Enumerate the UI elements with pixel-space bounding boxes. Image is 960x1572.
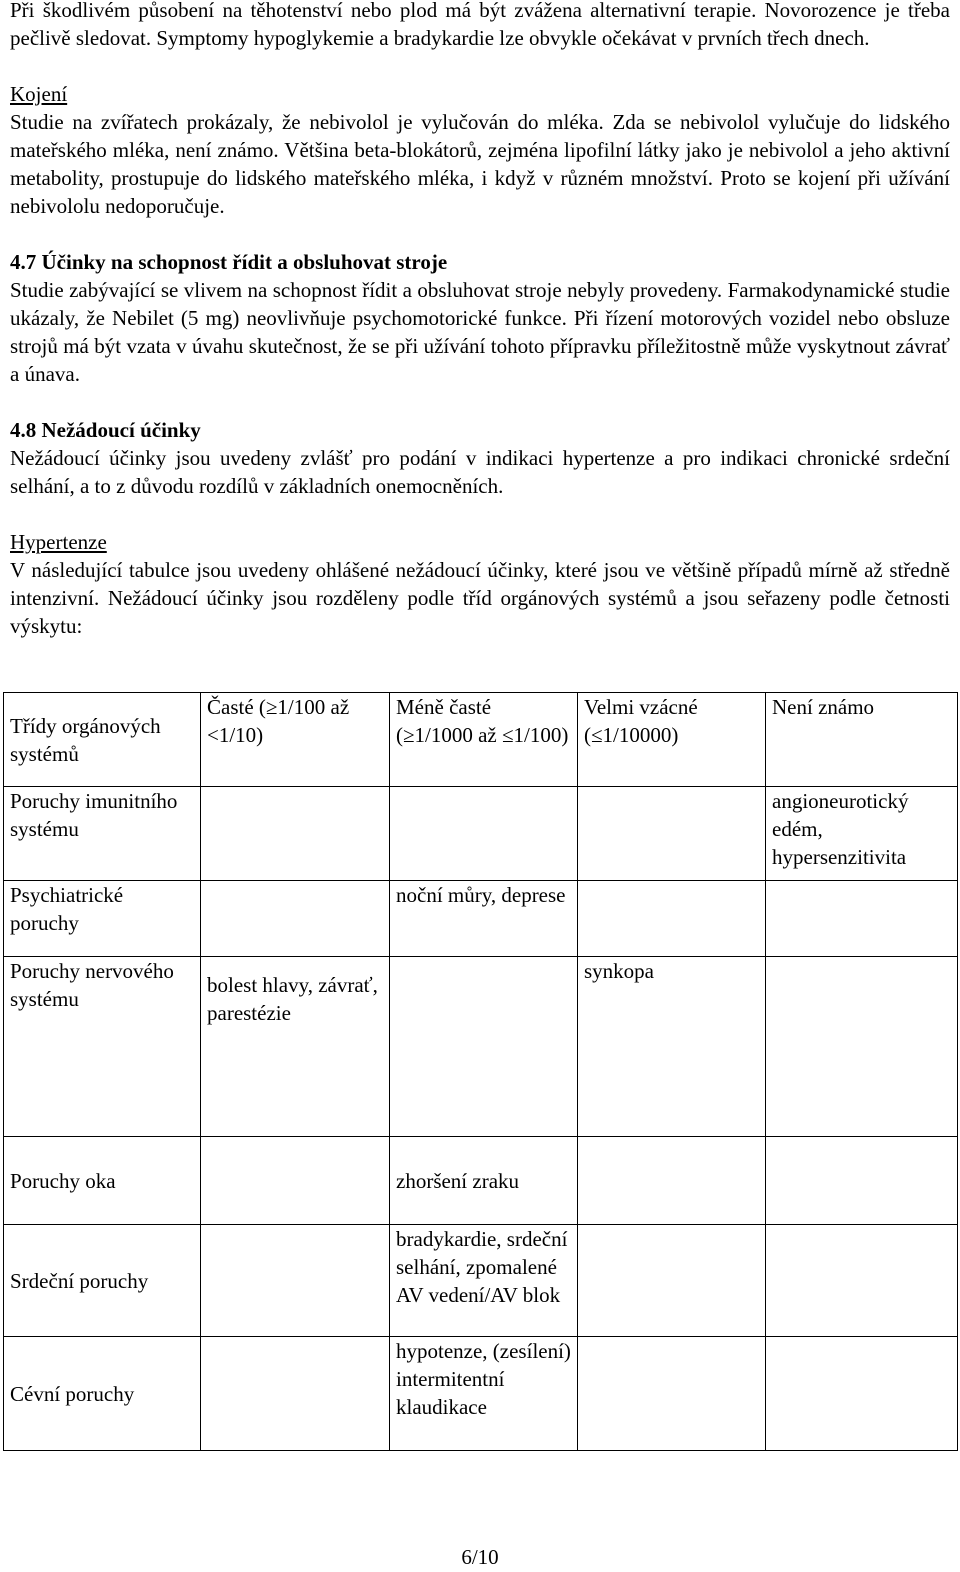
table-cell [201, 881, 390, 957]
table-cell [766, 1225, 958, 1337]
table-row [4, 1337, 958, 1451]
table-row [4, 957, 958, 1137]
table-cell: bradykardie, srdeční selhání, zpomalené AV vedení/AV blok [390, 1225, 578, 1337]
table-cell [201, 1337, 390, 1451]
table-cell [766, 957, 958, 1137]
table-cell: zhoršení zraku [390, 1137, 578, 1225]
table-cell [390, 787, 578, 881]
table-cell [201, 787, 390, 881]
section-4-7-number: 4.7 [10, 250, 37, 274]
section-4-7-paragraph: Studie zabývající se vlivem na schopnost řídit a obsluhovat stroje nebyly provedeny. Farmakodynamické studie ukázaly, že Nebilet (5 mg) neovlivňuje psychomotorické funkce. Při řízení motorových vozidel nebo obsluze strojů má být vzata v úvahu skutečnost, že se při užívání tohoto přípravku příležitostně může vyskytnout závrať a únava. [10, 278, 950, 386]
table-cell: Srdeční poruchy [4, 1225, 201, 1337]
table-cell [578, 1225, 766, 1337]
table-cell [201, 1225, 390, 1337]
table-cell: Psychiatrické poruchy [4, 881, 201, 957]
kojeni-paragraph: Studie na zvířatech prokázaly, že nebivolol je vylučován do mléka. Zda se nebivolol vylučuje do lidského mateřského mléka, není známo. Většina beta-blokátorů, zejména lipofilní látky jako je nebivolol a jeho aktivní metabolity, prostupuje do lidského mateřského mléka, i když v různém množství. Proto se kojení při užívání nebivololu nedoporučuje. [10, 110, 950, 218]
table-cell [390, 957, 578, 1137]
section-4-7-title: Účinky na schopnost řídit a obsluhovat stroje [41, 250, 448, 274]
table-row [4, 881, 958, 957]
section-4-8-number: 4.8 [10, 418, 37, 442]
header-unknown: Není známo [766, 693, 958, 787]
header-organ-class: Třídy orgánových systémů [4, 693, 201, 787]
header-uncommon: Méně časté (≥1/1000 až ≤1/100) [390, 693, 578, 787]
table-cell [578, 1137, 766, 1225]
table-cell: Poruchy imunitního systému [4, 787, 201, 881]
hypertenze-heading: Hypertenze [10, 530, 107, 554]
table-cell: Poruchy nervového systému [4, 957, 201, 1137]
table-row [4, 787, 958, 881]
table-cell [766, 881, 958, 957]
table-header-row [4, 693, 958, 787]
section-4-8-paragraph: Nežádoucí účinky jsou uvedeny zvlášť pro podání v indikaci hypertenze a pro indikaci chronické srdeční selhání, a to z důvodu rozdílů v základních onemocněních. [10, 446, 950, 498]
table-cell: noční můry, deprese [390, 881, 578, 957]
table-cell [201, 1137, 390, 1225]
table-cell: angioneurotický edém, hypersenzitivita [766, 787, 958, 881]
document-page [10, 0, 950, 640]
table-cell [766, 1337, 958, 1451]
table-cell [578, 787, 766, 881]
page-number: 6/10 [461, 1545, 499, 1569]
table-row [4, 1137, 958, 1225]
section-4-7-heading [10, 248, 950, 276]
header-very-rare: Velmi vzácné (≤1/10000) [578, 693, 766, 787]
table-cell: synkopa [578, 957, 766, 1137]
hypertenze-paragraph: V následující tabulce jsou uvedeny ohlášené nežádoucí účinky, které jsou ve většině případů mírně až středně intenzivní. Nežádoucí účinky jsou rozděleny podle tříd orgánových systémů a jsou seřazeny podle četnosti výskytu: [10, 558, 950, 638]
table-cell: hypotenze, (zesílení) intermitentní klaudikace [390, 1337, 578, 1451]
kojeni-heading: Kojení [10, 82, 68, 106]
intro-paragraph: Při škodlivém působení na těhotenství nebo plod má být zvážena alternativní terapie. Novorozence je třeba pečlivě sledovat. Symptomy hypoglykemie a bradykardie lze obvykle očekávat v prvních třech dnech. [10, 0, 950, 50]
header-frequent: Časté (≥1/100 až <1/10) [201, 693, 390, 787]
section-4-8-title: Nežádoucí účinky [41, 418, 201, 442]
table-cell [578, 1337, 766, 1451]
adverse-effects-table [3, 692, 958, 1451]
table-cell [766, 1137, 958, 1225]
table-row [4, 1225, 958, 1337]
table-cell [578, 881, 766, 957]
table-cell: Poruchy oka [4, 1137, 201, 1225]
section-4-8-heading [10, 416, 950, 444]
table-cell: Cévní poruchy [4, 1337, 201, 1451]
table-cell: bolest hlavy, závrať, parestézie [201, 957, 390, 1137]
